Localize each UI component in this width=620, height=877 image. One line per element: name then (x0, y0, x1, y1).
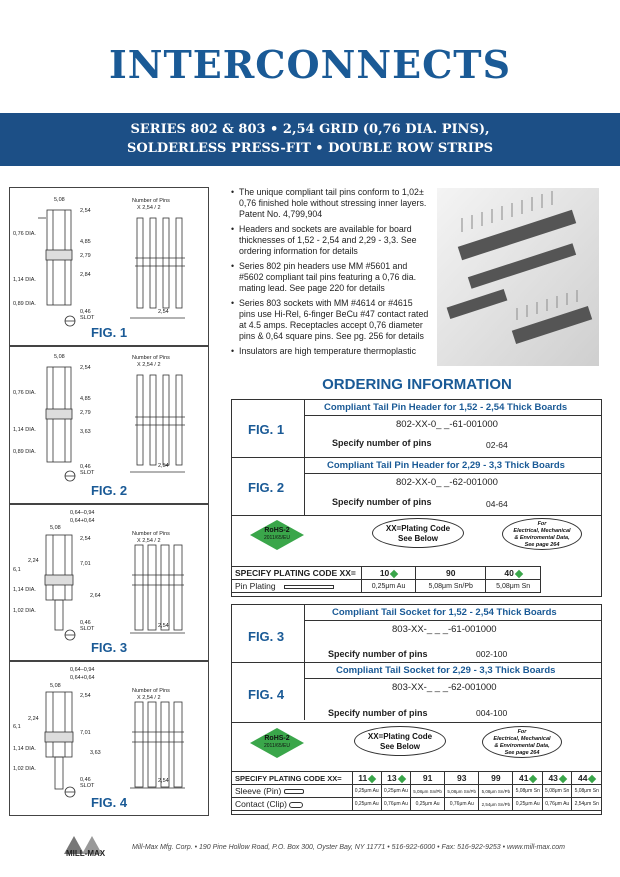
divider (304, 678, 602, 679)
env-data-note (502, 518, 582, 550)
pin-icon (284, 585, 334, 589)
fig2-dim-1: 2,54 (80, 365, 91, 371)
sleeve-cell: 5,08μm Sn (513, 785, 542, 798)
env-note-line-3: & Enviromental Data, (514, 535, 570, 541)
sleeve-cell: 5,08μm Sn (572, 785, 602, 798)
plating-code-cell (416, 567, 486, 580)
plating-note-line-1: XX=Plating Code (385, 524, 451, 533)
order-fig2-part: 802-XX-0_ _-62-001000 (396, 477, 498, 488)
fig1-dim-3: 4,85 (80, 239, 91, 245)
fig3-pins-label-0: Number of Pins (132, 531, 170, 537)
plating-code-label: SPECIFY PLATING CODE XX= (232, 772, 353, 785)
plating-code-label: SPECIFY PLATING CODE XX= (232, 567, 362, 580)
fig1-dim-1: 2,54 (80, 208, 91, 214)
plating-code-cell (513, 772, 542, 785)
bullet-item: • Series 802 pin headers use MM #5601 and #5602 compliant tail pins featuring a 0,76 dia. mating lead. See page 220 for details (231, 261, 431, 294)
fig1-dim-4: 2,79 (80, 253, 91, 259)
logo-text: MILL-MAX (66, 849, 106, 858)
order-fig1-label: FIG. 1 (248, 422, 285, 437)
fig4-dim-12: 2,54 (158, 778, 169, 784)
header-plating-table (231, 566, 541, 593)
fig4-dim-0: 0,64–0,94 (70, 667, 95, 673)
bullet-item: • Insulators are high temperature thermoplastic (231, 346, 431, 357)
figure-4-caption: FIG. 4 (90, 795, 128, 810)
order-fig4-title: Compliant Tail Socket for 2,29 - 3,3 Thick Boards (336, 665, 556, 676)
pin-plating-text: Pin Plating (235, 581, 276, 591)
fig4-dim-11: SLOT (80, 783, 95, 789)
contact-label (232, 798, 353, 811)
rohs-badge (250, 520, 304, 550)
figure-3-caption: FIG. 3 (90, 640, 128, 655)
page-title: INTERCONNECTS (108, 42, 512, 87)
table-row (232, 785, 602, 798)
code-value: 99 (491, 773, 501, 783)
fig4-pins-label-1: X 2,54 / 2 (137, 695, 161, 701)
table-row (232, 798, 602, 811)
contact-cell: 2,54μm Sn (572, 798, 602, 811)
fig4-dim-2: 5,08 (50, 683, 61, 689)
figure-1-drawing (9, 187, 209, 346)
pin-plating-cell: 5,08μm Sn/Pb (416, 580, 486, 593)
table-row (232, 567, 541, 580)
order-fig2-title: Compliant Tail Pin Header for 2,29 - 3,3 Thick Boards (327, 460, 565, 471)
figure-1-svg (10, 188, 210, 347)
mill-max-logo (60, 832, 126, 858)
fig3-dim-1: 0,64+0,64 (70, 518, 95, 524)
plating-note-line-1: XX=Plating Code (367, 732, 433, 741)
plating-code-cell (572, 772, 602, 785)
rohs-diamond-icon (397, 775, 405, 783)
fig3-dim-7: 1,14 DIA. (13, 587, 36, 593)
env-note-line-4: See page 264 (524, 542, 560, 548)
table-row (232, 772, 602, 785)
rohs-line-1: RoHS-2 (264, 527, 290, 534)
code-value: 90 (445, 568, 456, 578)
bullet-item: • Series 803 sockets with MM #4614 or #4615 pins use Hi-Rel, 6-finger BeCu #47 contact rated at 4.5 amps. Receptacles accept 0,76 diameter pins & 0,64 square pins. See pg. 256 for details (231, 298, 431, 342)
figure-2-caption: FIG. 2 (90, 483, 128, 498)
order-fig4-part: 803-XX-_ _ _-62-001000 (392, 682, 497, 693)
fig1-dim-0: 5,08 (54, 197, 65, 203)
fig4-dim-9: 1,02 DIA. (13, 766, 36, 772)
divider (232, 457, 602, 458)
rohs-diamond-icon (588, 775, 596, 783)
socket-plating-table (231, 771, 602, 811)
code-value: 44 (577, 773, 588, 783)
fig3-dim-3: 2,54 (80, 536, 91, 542)
rohs-diamond-icon (368, 775, 376, 783)
banner-line-2: SOLDERLESS PRESS-FIT • DOUBLE ROW STRIPS (127, 141, 493, 156)
table-row (232, 580, 541, 593)
contact-cell: 0,25μm Au (411, 798, 445, 811)
order-fig3-range: 002-100 (476, 649, 508, 659)
rohs-diamond-icon (390, 570, 398, 578)
fig2-dim-2: 0,76 DIA. (13, 390, 36, 396)
code-value: 10 (379, 568, 390, 578)
contact-cell: 0,76μm Au (445, 798, 479, 811)
fig4-dim-7: 1,14 DIA. (13, 746, 36, 752)
plating-note-line-2: See Below (379, 742, 420, 751)
sleeve-cell: 0,25μm Au (352, 785, 381, 798)
figure-4-drawing (9, 661, 209, 816)
figure-2-drawing (9, 346, 209, 504)
order-fig3-spec: Specify number of pins (328, 649, 428, 659)
contact-cell: 0,76μm Au (381, 798, 410, 811)
fig2-dim-5: 3,63 (80, 429, 91, 435)
order-fig2-label: FIG. 2 (248, 480, 285, 495)
contact-cell: 2,54μm Sn/Pb (479, 798, 513, 811)
sleeve-label (232, 785, 353, 798)
fig3-pins-label-1: X 2,54 / 2 (137, 538, 161, 544)
bullet-item: • The unique compliant tail pins conform to 1,02± 0,76 finished hole without stressing inner layers. Patent No. 4,799,904 (231, 187, 431, 220)
sleeve-cell: 5,08μm Sn/Pb (445, 785, 479, 798)
env-note-line-4: See page 264 (504, 750, 540, 756)
socket-ordering-box (231, 604, 602, 815)
figure-4-svg (10, 662, 210, 817)
sleeve-cell: 5,08μm Sn/Pb (479, 785, 513, 798)
order-fig1-title: Compliant Tail Pin Header for 1,52 - 2,54 Thick Boards (324, 402, 568, 413)
plating-code-cell (479, 772, 513, 785)
order-fig4-spec: Specify number of pins (328, 708, 428, 718)
sleeve-cell: 5,08μm Sn (542, 785, 571, 798)
pin-plating-label (232, 580, 362, 593)
fig2-dim-0: 5,08 (54, 354, 65, 360)
plating-code-cell (486, 567, 541, 580)
order-fig3-label: FIG. 3 (248, 629, 285, 644)
contact-cell: 0,76μm Au (542, 798, 571, 811)
fig4-dim-4: 2,24 (28, 716, 39, 722)
order-fig2-range: 04-64 (486, 499, 508, 509)
plating-code-cell (445, 772, 479, 785)
code-value: 93 (457, 773, 467, 783)
env-note-line-2: Electrical, Mechanical (493, 736, 551, 742)
fig3-dim-9: 1,02 DIA. (13, 608, 36, 614)
rohs-line-2: 2011/65/EU (263, 743, 291, 749)
code-value: 41 (518, 773, 529, 783)
fig4-dim-5: 6,1 (13, 724, 21, 730)
env-note-line-3: & Enviromental Data, (494, 743, 550, 749)
fig2-dim-9: SLOT (80, 470, 95, 476)
fig1-dim-8: 0,46 (80, 309, 91, 315)
header-ordering-box (231, 399, 602, 597)
order-fig2-spec: Specify number of pins (332, 497, 432, 507)
fig3-dim-12: 2,54 (158, 623, 169, 629)
fig2-dim-6: 1,14 DIA. (13, 427, 36, 433)
plating-code-cell (381, 772, 410, 785)
sleeve-cell: 0,25μm Au (381, 785, 410, 798)
fig4-dim-8: 3,63 (90, 750, 101, 756)
contact-cell: 0,25μm Au (513, 798, 542, 811)
order-fig1-spec: Specify number of pins (332, 438, 432, 448)
code-value: 43 (548, 773, 558, 783)
order-fig4-label: FIG. 4 (248, 687, 285, 702)
fig3-dim-0: 0,64–0,94 (70, 510, 95, 516)
fig3-dim-6: 7,01 (80, 561, 91, 567)
fig3-dim-11: SLOT (80, 626, 95, 632)
figure-3-drawing (9, 504, 209, 661)
fig1-dim-9: SLOT (80, 315, 95, 321)
contact-cell: 0,25μm Au (352, 798, 381, 811)
rohs-diamond-icon (559, 775, 567, 783)
divider (232, 722, 602, 723)
plating-note-line-2: See Below (397, 534, 438, 543)
rohs-line-2: 2011/65/EU (263, 535, 291, 541)
divider (304, 415, 602, 416)
pin-plating-cell: 5,08μm Sn (486, 580, 541, 593)
fig4-dim-6: 7,01 (80, 730, 91, 736)
contact-text: Contact (Clip) (235, 799, 287, 809)
fig2-dim-8: 0,46 (80, 464, 91, 470)
mill-max-logo-svg (60, 832, 126, 858)
fig2-pins-label-1: X 2,54 / 2 (137, 362, 161, 368)
fig1-pins-label-1: X 2,54 / 2 (137, 205, 161, 211)
fig2-dim-3: 4,85 (80, 396, 91, 402)
divider (232, 662, 602, 663)
env-note-line-2: Electrical, Mechanical (513, 528, 571, 534)
code-value: 13 (387, 773, 397, 783)
series-banner (0, 113, 620, 166)
order-fig3-title: Compliant Tail Socket for 1,52 - 2,54 Thick Boards (332, 607, 557, 618)
fig1-dim-6: 1,14 DIA. (13, 277, 36, 283)
fig3-dim-10: 0,46 (80, 620, 91, 626)
fig3-dim-5: 6,1 (13, 567, 21, 573)
divider (232, 515, 602, 516)
divider (304, 620, 602, 621)
fig2-dim-7: 0,89 DIA. (13, 449, 36, 455)
plating-code-cell (352, 772, 381, 785)
plating-code-cell (542, 772, 571, 785)
env-note-line-1: For (517, 729, 527, 735)
code-value: 91 (422, 773, 433, 783)
ordering-info-title: ORDERING INFORMATION (322, 376, 512, 393)
plating-code-note (354, 726, 446, 756)
product-photo-svg (437, 188, 599, 366)
fig2-pins-label-0: Number of Pins (132, 355, 170, 361)
divider (304, 473, 602, 474)
fig4-pins-label-0: Number of Pins (132, 688, 170, 694)
rohs-diamond-icon (515, 570, 523, 578)
banner-line-1: SERIES 802 & 803 • 2,54 GRID (0,76 DIA. PINS), (130, 122, 490, 137)
plating-code-cell (362, 567, 416, 580)
fig3-dim-2: 5,08 (50, 525, 61, 531)
rohs-diamond-icon (529, 775, 537, 783)
fig1-dim-7: 0,89 DIA. (13, 301, 36, 307)
sleeve-cell: 5,08μm Sn/Pb (411, 785, 445, 798)
pin-plating-cell: 0,25μm Au (362, 580, 416, 593)
footer (0, 820, 620, 866)
figure-1-caption: FIG. 1 (90, 325, 128, 340)
feature-bullets (231, 187, 431, 361)
bullet-item: • Headers and sockets are available for board thicknesses of 1,52 - 2,54 and 2,29 - 3,3. See ordering information for details (231, 224, 431, 257)
plating-code-cell (411, 772, 445, 785)
code-value: 11 (358, 773, 368, 783)
rohs-line-1: RoHS-2 (264, 735, 290, 742)
fig4-dim-10: 0,46 (80, 777, 91, 783)
order-fig1-part: 802-XX-0_ _-61-001000 (396, 419, 498, 430)
fig4-dim-3: 2,54 (80, 693, 91, 699)
fig2-dim-4: 2,79 (80, 410, 91, 416)
fig1-pins-label-0: Number of Pins (132, 198, 170, 204)
fig3-dim-4: 2,24 (28, 558, 39, 564)
order-fig3-part: 803-XX-_ _ _-61-001000 (392, 624, 497, 635)
order-fig4-range: 004-100 (476, 708, 508, 718)
order-fig1-range: 02-64 (486, 440, 508, 450)
product-photo (437, 188, 599, 366)
rohs-badge (250, 728, 304, 758)
figure-2-svg (10, 347, 210, 505)
figure-3-svg (10, 505, 210, 662)
code-value: 40 (504, 568, 514, 578)
contact-icon (289, 802, 303, 808)
sleeve-text: Sleeve (Pin) (235, 786, 282, 796)
plating-code-note (372, 518, 464, 548)
sleeve-icon (284, 789, 304, 794)
env-data-note (482, 726, 562, 758)
fig1-dim-5: 2,84 (80, 272, 91, 278)
fig1-dim-10: 2,54 (158, 309, 169, 315)
fig4-dim-1: 0,64+0,64 (70, 675, 95, 681)
fig2-dim-10: 2,54 (158, 463, 169, 469)
fig1-dim-2: 0,76 DIA. (13, 231, 36, 237)
fig3-dim-8: 2,64 (90, 593, 101, 599)
env-note-line-1: For (537, 521, 547, 527)
footer-address: Mill-Max Mfg. Corp. • 190 Pine Hollow Road, P.O. Box 300, Oyster Bay, NY 11771 • 516-922-6000 • Fax: 516-922-9253 • www.mill-max.com (132, 844, 565, 851)
